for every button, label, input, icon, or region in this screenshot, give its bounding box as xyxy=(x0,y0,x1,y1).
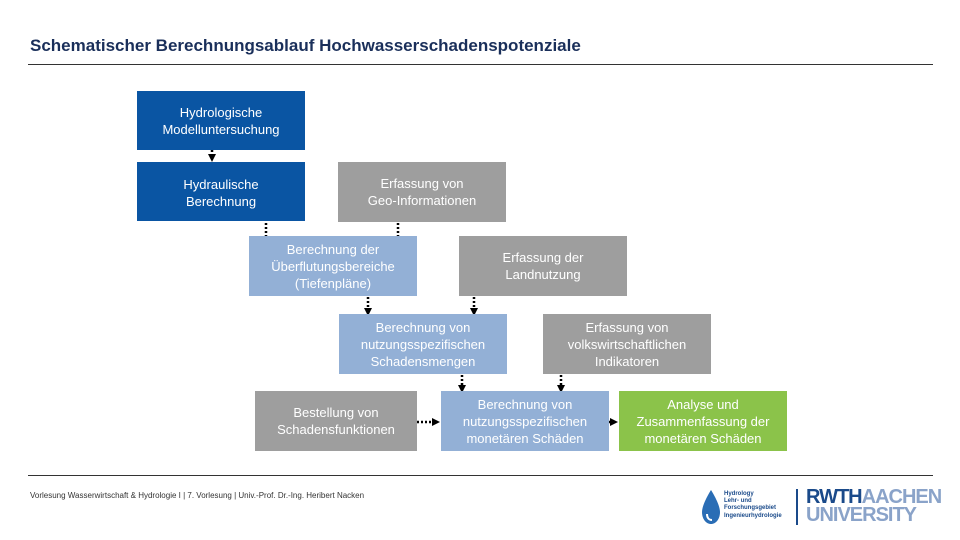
water-drop-icon xyxy=(700,488,722,526)
box-analyse-zusammenfassung xyxy=(619,391,787,451)
rwth-text: RWTH xyxy=(806,486,862,508)
box-label: Berechnung der Überflutungsbereiche (Tiefenpläne) xyxy=(271,241,395,291)
footer-divider xyxy=(28,475,933,476)
box-label: Hydrologische Modelluntersuchung xyxy=(162,104,280,137)
box-label: Bestellung von Schadensfunktionen xyxy=(277,405,395,437)
box-monetaere-schaeden xyxy=(441,391,609,451)
box-label: Erfassung von volkswirtschaftlichen Indikatoren xyxy=(567,319,687,369)
box-label: Berechnung von nutzungsspezifischen monetären Schäden xyxy=(462,396,588,446)
university-text: UNIVERSITY xyxy=(806,504,917,526)
box-landnutzung xyxy=(459,236,627,296)
box-volkswirtschaftliche-indikatoren xyxy=(543,314,711,374)
box-schadensfunktionen xyxy=(255,391,417,451)
logo-divider xyxy=(796,489,798,525)
box-geo-informationen xyxy=(338,162,506,222)
box-hydrologische-modelluntersuchung xyxy=(137,91,305,150)
box-label: Erfassung der Landnutzung xyxy=(502,250,584,282)
box-label: Hydraulische Berechnung xyxy=(183,177,259,209)
box-schadensmengen xyxy=(339,314,507,374)
footer-text: Vorlesung Wasserwirtschaft & Hydrologie I | 7. Vorlesung | Univ.-Prof. Dr.-Ing. Heribert Nacken xyxy=(30,491,365,500)
rwth-logo xyxy=(806,488,941,524)
box-ueberflutungsbereiche xyxy=(249,236,417,296)
aachen-text: AACHEN xyxy=(861,486,942,508)
box-label: Analyse und Zusammenfassung der monetären Schäden xyxy=(636,396,770,446)
page-title: Schematischer Berechnungsablauf Hochwasserschadenspotenziale xyxy=(30,36,581,55)
box-label: Erfassung von Geo-Informationen xyxy=(367,176,477,208)
box-hydraulische-berechnung xyxy=(137,162,305,221)
hydrology-logo xyxy=(700,488,796,528)
hydrology-logo-text: Hydrology Lehr- und Forschungsgebiet Ingenieurhydrologie xyxy=(724,491,782,519)
box-label: Berechnung von nutzungsspezifischen Schadensmengen xyxy=(360,319,486,369)
